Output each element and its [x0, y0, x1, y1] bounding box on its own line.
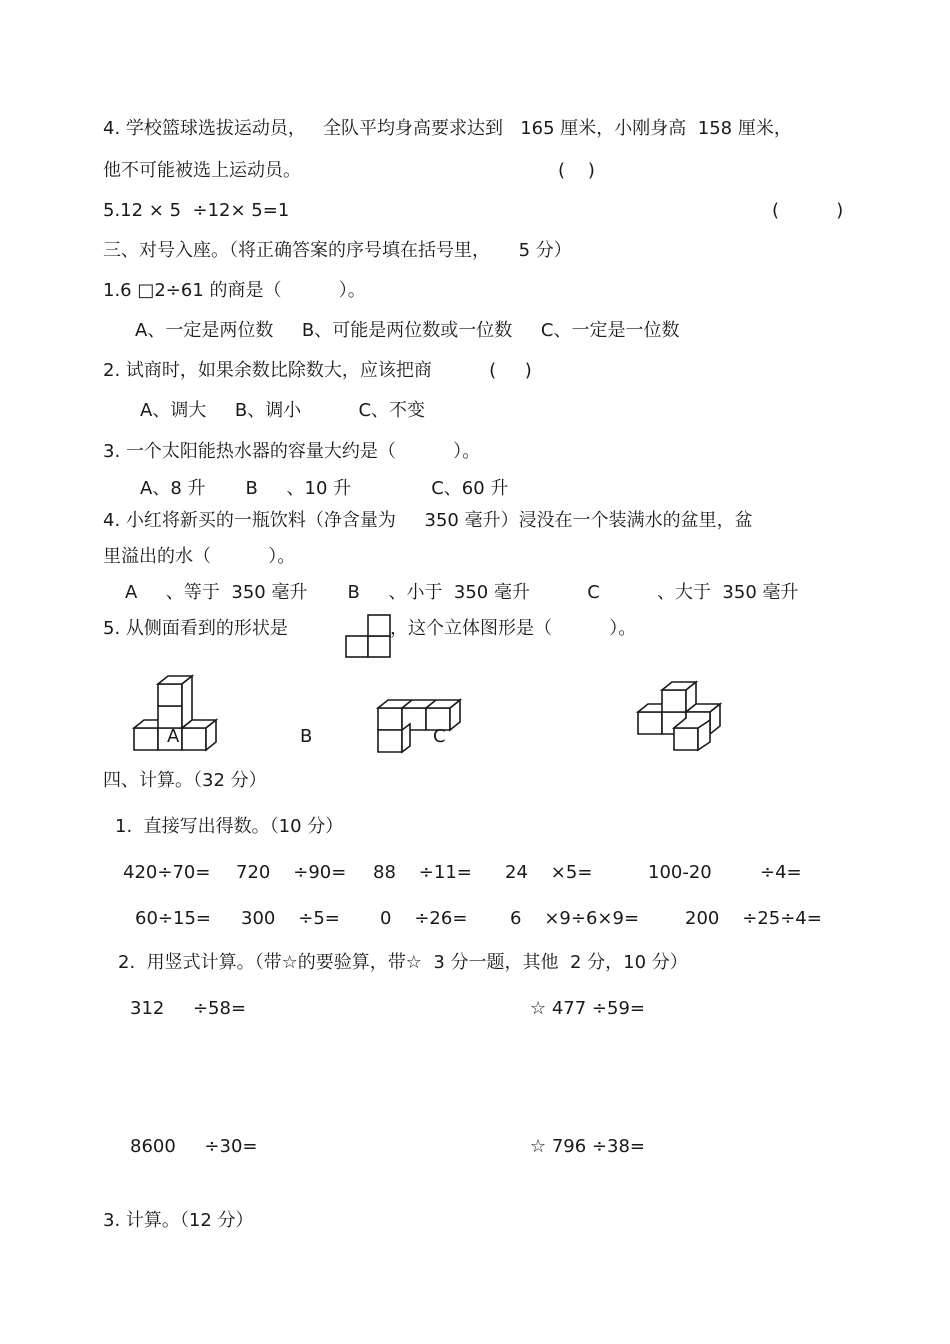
calc-r1-1: 420÷70=	[123, 862, 211, 883]
s3-q3: 3. 一个太阳能热水器的容量大约是（ ）。	[103, 441, 481, 462]
judge-q5-bracket: ( )	[772, 200, 844, 221]
s3-q4-line1: 4. 小红将新买的一瓶饮料（净含量为 350 毫升）浸没在一个装满水的盆里，盆	[103, 510, 753, 531]
calc-r2-4: 6 ×9÷6×9=	[510, 908, 640, 929]
s3-q4-line2: 里溢出的水（ ）。	[103, 546, 296, 567]
calc-r2-5: 200 ÷25÷4=	[685, 908, 822, 929]
s3-q1: 1.6 □2÷61 的商是（ ）。	[103, 280, 366, 301]
section3-heading: 三、对号入座。（将正确答案的序号填在括号里， 5 分）	[103, 240, 572, 261]
calc-r2-2: 300 ÷5=	[241, 908, 340, 929]
vertical-calc-2: ☆ 477 ÷59=	[530, 998, 646, 1019]
vertical-calc-1: 312 ÷58=	[130, 998, 247, 1019]
s4-p2-heading: 2. 用竖式计算。（带☆的要验算，带☆ 3 分一题，其他 2 分，10 分）	[118, 952, 688, 973]
s4-p1-heading: 1. 直接写出得数。（10 分）	[115, 816, 344, 837]
s4-p3-heading: 3. 计算。（12 分）	[103, 1210, 254, 1231]
solid-b-figure	[376, 690, 471, 756]
calc-r1-3: 88 ÷11=	[373, 862, 472, 883]
s3-q5-prefix: 5. 从侧面看到的形状是	[103, 618, 288, 639]
calc-r1-4: 24 ×5=	[505, 862, 593, 883]
solid-b-label: B	[300, 726, 313, 747]
calc-r1-5: 100-20	[648, 862, 712, 883]
calc-r1-2: 720 ÷90=	[236, 862, 347, 883]
calc-r1-6: ÷4=	[760, 862, 802, 883]
calc-r2-3: 0 ÷26=	[380, 908, 468, 929]
solid-c-figure	[636, 678, 728, 754]
judge-q4-bracket: ( )	[558, 160, 595, 181]
s3-q4-options: A 、等于 350 毫升 B 、小于 350 毫升 C 、大于 350 毫升	[125, 582, 799, 603]
judge-q4-line2: 他不可能被选上运动员。	[103, 160, 301, 181]
solid-c-label: C	[433, 726, 446, 747]
judge-q5-text: 5.12 × 5 ÷12× 5=1	[103, 200, 290, 221]
solid-a-label: A	[167, 726, 180, 747]
judge-q4-line1: 4. 学校篮球选拔运动员， 全队平均身高要求达到 165 厘米，小刚身高 158 厘米，	[103, 118, 792, 139]
calc-r2-1: 60÷15=	[135, 908, 211, 929]
s3-q3-options: A、8 升 B 、10 升 C、60 升	[140, 478, 509, 499]
s3-q2-options: A、调大 B、调小 C、不变	[140, 400, 426, 421]
s3-q2: 2. 试商时，如果余数比除数大，应该把商 ( )	[103, 360, 532, 381]
vertical-calc-3: 8600 ÷30=	[130, 1136, 258, 1157]
s3-q5-suffix: ，这个立体图形是（ ）。	[390, 618, 637, 639]
vertical-calc-4: ☆ 796 ÷38=	[530, 1136, 646, 1157]
section4-heading: 四、计算。（32 分）	[103, 770, 267, 791]
s3-q1-options: A、一定是两位数 B、可能是两位数或一位数 C、一定是一位数	[135, 320, 680, 341]
side-view-figure	[344, 612, 394, 660]
